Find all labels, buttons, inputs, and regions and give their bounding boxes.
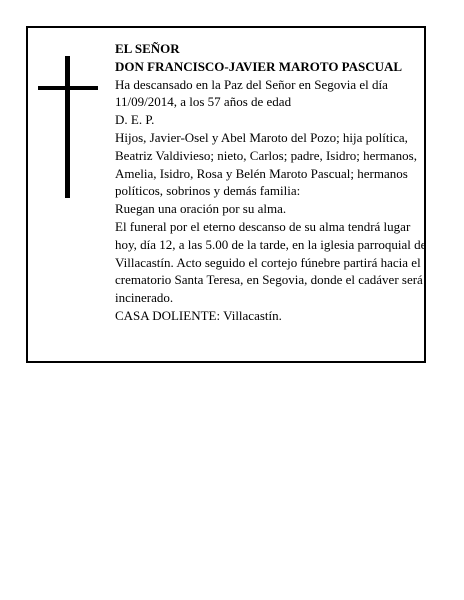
deceased-name: DON FRANCISCO-JAVIER MAROTO PASCUAL	[115, 58, 403, 74]
obituary-notice	[26, 26, 426, 363]
cross-vertical-beam	[65, 56, 70, 198]
family-list: Hijos, Javier-Osel y Abel Maroto del Pozo; hija política, Beatriz Valdivieso; nieto, Carlos; padre, Isidro; hermanos, Amelia, Isidro, Rosa y Belén Maroto Pascual; hermanos políticos, sobrinos y demás familia:	[115, 129, 417, 199]
cross-horizontal-beam	[38, 86, 98, 90]
latin-cross-icon	[38, 56, 98, 198]
deceased-title: EL SEÑOR	[115, 41, 180, 56]
obituary-text	[115, 40, 427, 325]
death-notice: Ha descansado en la Paz del Señor en Segovia el día 11/09/2014, a los 57 años de edad	[115, 76, 388, 110]
mourning-house: CASA DOLIENTE: Villacastín.	[115, 307, 282, 323]
rest-in-peace: D. E. P.	[115, 112, 155, 128]
funeral-details: El funeral por el eterno descanso de su alma tendrá lugar hoy, día 12, a las 5.00 de la tarde, en la iglesia parroquial de Villacastín. Acto seguido el cortejo fúnebre partirá hacia el crematorio Santa Teresa, en Segovia, donde el cadáver será incinerado.	[115, 218, 427, 306]
prayer-request: Ruegan una oración por su alma.	[115, 201, 287, 217]
